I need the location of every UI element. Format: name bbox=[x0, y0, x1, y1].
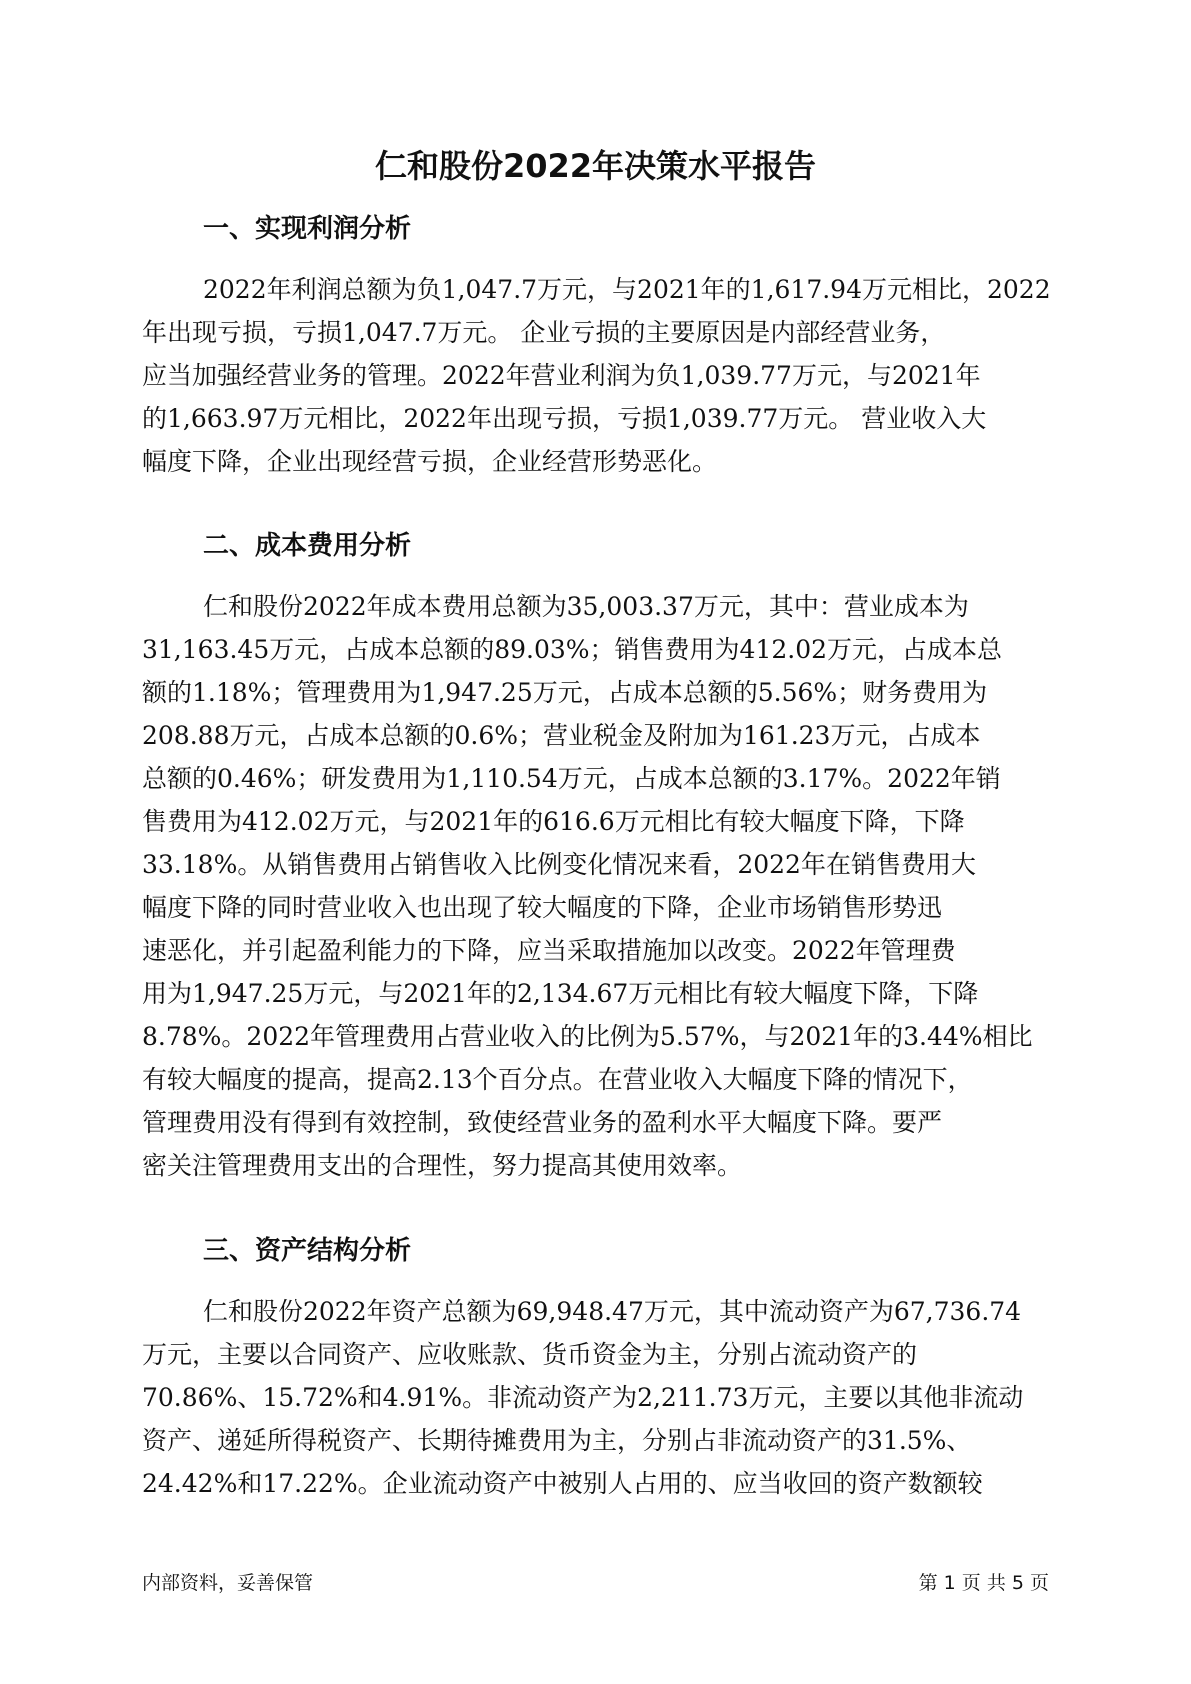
paragraph-line: 70.86%、15.72%和4.91%。非流动资产为2,211.73万元，主要以其他非流动 bbox=[142, 1383, 1024, 1412]
section-heading-cost: 二、成本费用分析 bbox=[203, 531, 412, 561]
paragraph-line: 额的1.18%；管理费用为1,947.25万元，占成本总额的5.56%；财务费用为 bbox=[142, 678, 988, 707]
paragraph-line: 万元，主要以合同资产、应收账款、货币资金为主，分别占流动资产的 bbox=[142, 1340, 918, 1369]
paragraph-line: 管理费用没有得到有效控制，致使经营业务的盈利水平大幅度下降。要严 bbox=[142, 1108, 943, 1137]
paragraph-line: 的1,663.97万元相比，2022年出现亏损，亏损1,039.77万元。 营业收入大 bbox=[142, 404, 987, 433]
footer-page-number: 第 1 页 共 5 页 bbox=[918, 1572, 1049, 1594]
footer-confidential-note: 内部资料，妥善保管 bbox=[142, 1572, 314, 1594]
paragraph-line: 33.18%。从销售费用占销售收入比例变化情况来看，2022年在销售费用大 bbox=[142, 850, 976, 879]
paragraph-line: 有较大幅度的提高，提高2.13个百分点。在营业收入大幅度下降的情况下， bbox=[142, 1065, 973, 1094]
paragraph-line: 售费用为412.02万元，与2021年的616.6万元相比有较大幅度下降，下降 bbox=[142, 807, 965, 836]
paragraph-line: 208.88万元，占成本总额的0.6%；营业税金及附加为161.23万元，占成本 bbox=[142, 721, 981, 750]
paragraph-line: 速恶化，并引起盈利能力的下降，应当采取措施加以改变。2022年管理费 bbox=[142, 936, 956, 965]
paragraph-line: 8.78%。2022年管理费用占营业收入的比例为5.57%，与2021年的3.44%相比 bbox=[142, 1022, 1033, 1051]
section-body-cost bbox=[142, 585, 1067, 1187]
section-heading-profit: 一、实现利润分析 bbox=[203, 214, 412, 244]
paragraph-line: 仁和股份2022年成本费用总额为35,003.37万元，其中：营业成本为 bbox=[203, 592, 969, 621]
paragraph-line: 资产、递延所得税资产、长期待摊费用为主，分别占非流动资产的31.5%、 bbox=[142, 1426, 972, 1455]
paragraph-line: 密关注管理费用支出的合理性，努力提高其使用效率。 bbox=[142, 1151, 743, 1180]
paragraph-line: 幅度下降，企业出现经营亏损，企业经营形势恶化。 bbox=[142, 447, 718, 476]
section-body-assets bbox=[142, 1290, 1067, 1505]
paragraph-line: 仁和股份2022年资产总额为69,948.47万元，其中流动资产为67,736.74 bbox=[203, 1297, 1022, 1326]
paragraph-line: 用为1,947.25万元，与2021年的2,134.67万元相比有较大幅度下降，下降 bbox=[142, 979, 979, 1008]
paragraph-line: 应当加强经营业务的管理。2022年营业利润为负1,039.77万元，与2021年 bbox=[142, 361, 981, 390]
paragraph-line: 幅度下降的同时营业收入也出现了较大幅度的下降，企业市场销售形势迅 bbox=[142, 893, 943, 922]
section-body-profit bbox=[142, 268, 1067, 483]
paragraph-line: 24.42%和17.22%。企业流动资产中被别人占用的、应当收回的资产数额较 bbox=[142, 1469, 983, 1498]
paragraph-line: 总额的0.46%；研发费用为1,110.54万元，占成本总额的3.17%。2022年销 bbox=[142, 764, 1001, 793]
paragraph-line: 2022年利润总额为负1,047.7万元，与2021年的1,617.94万元相比，2022 bbox=[203, 275, 1051, 304]
document-title: 仁和股份2022年决策水平报告 bbox=[374, 147, 817, 185]
paragraph-line: 年出现亏损，亏损1,047.7万元。 企业亏损的主要原因是内部经营业务， bbox=[142, 318, 946, 347]
paragraph-line: 31,163.45万元，占成本总额的89.03%；销售费用为412.02万元，占成本总 bbox=[142, 635, 1003, 664]
section-heading-assets: 三、资产结构分析 bbox=[203, 1236, 412, 1266]
